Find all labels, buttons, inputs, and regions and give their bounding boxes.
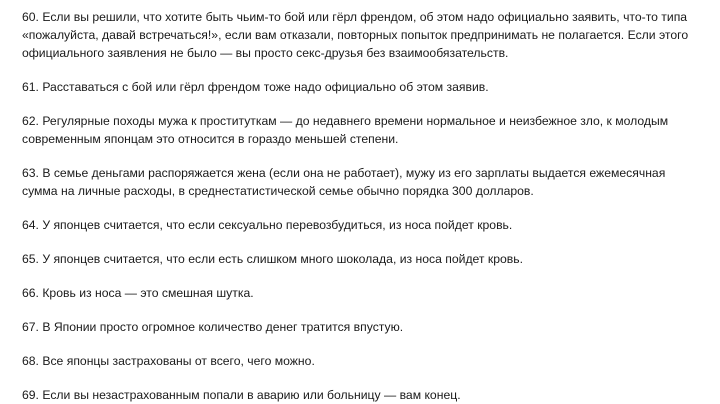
document-body — [22, 8, 702, 404]
paragraph-65: 65. У японцев считается, что если есть слишком много шоколада, из носа пойдет кровь. — [22, 252, 523, 266]
paragraph-66: 66. Кровь из носа — это смешная шутка. — [22, 286, 254, 300]
paragraph-68: 68. Все японцы застрахованы от всего, чего можно. — [22, 354, 315, 368]
paragraph-63: 63. В семье деньгами распоряжается жена (если она не работает), мужу из его зарплаты выдается ежемесячная сумма на личные расходы, в среднестатистической семье обычно порядка 300 долларов. — [22, 166, 666, 198]
paragraph-61: 61. Расставаться с бой или гёрл френдом тоже надо официально об этом заявив. — [22, 80, 489, 94]
paragraph-62: 62. Регулярные походы мужа к проституткам — до недавнего времени нормальное и неизбежное зло, к молодым современным японцам это относится в гораздо меньшей степени. — [22, 114, 669, 146]
paragraph-67: 67. В Японии просто огромное количество денег тратится впустую. — [22, 320, 404, 334]
paragraph-64: 64. У японцев считается, что если сексуально перевозбудиться, из носа пойдет кровь. — [22, 218, 513, 232]
paragraph-69: 69. Если вы незастрахованным попали в аварию или больницу — вам конец. — [22, 388, 461, 402]
paragraph-60: 60. Если вы решили, что хотите быть чьим-то бой или гёрл френдом, об этом надо официально заявить, что-то типа «пожалуйста, давай встречаться!», если вам отказали, повторных попыток предпринимать не полагается. Если этого официального заявления не было — вы просто секс-друзья без взаимообязательств. — [22, 10, 689, 60]
